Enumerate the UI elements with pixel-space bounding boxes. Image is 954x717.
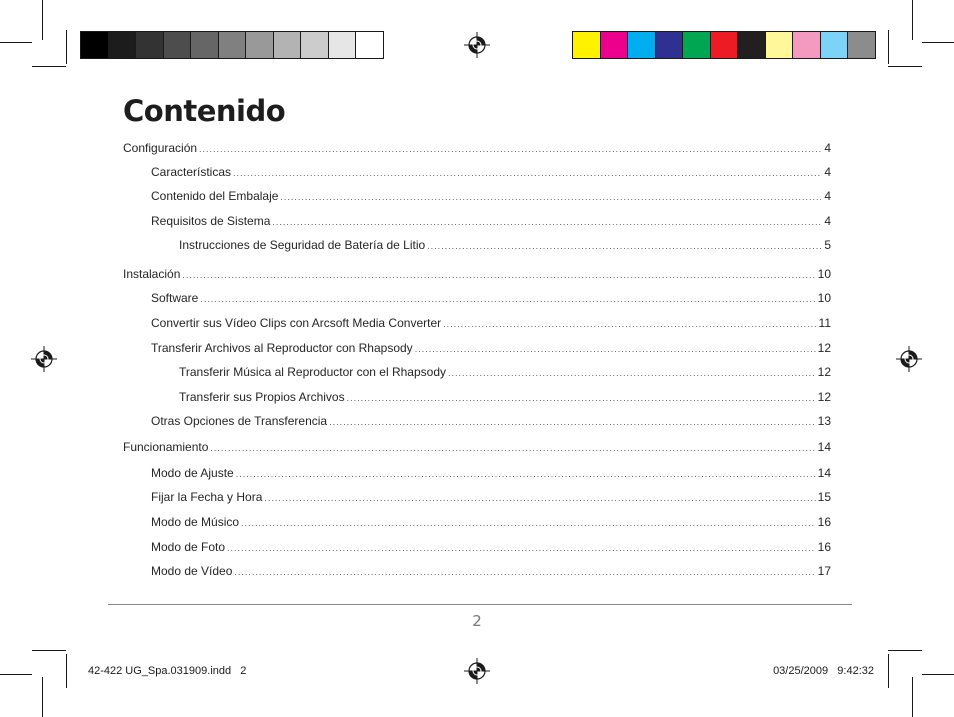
toc-entry-label: Software bbox=[151, 291, 199, 305]
toc-entry-page: 4 bbox=[824, 141, 831, 155]
crop-mark bbox=[66, 654, 67, 688]
toc-entry[interactable] bbox=[179, 365, 831, 380]
toc-entry-label: Modo de Vídeo bbox=[151, 564, 233, 578]
toc-entry[interactable] bbox=[151, 540, 831, 555]
toc-entry-page: 14 bbox=[817, 466, 831, 480]
crop-mark bbox=[922, 674, 954, 675]
toc-entry-label: Transferir sus Propios Archivos bbox=[179, 390, 345, 404]
toc-leader-dots bbox=[236, 467, 816, 481]
crop-mark bbox=[0, 674, 32, 675]
toc-leader-dots bbox=[427, 239, 821, 253]
toc-leader-dots bbox=[443, 317, 816, 331]
toc-entry[interactable] bbox=[151, 414, 831, 429]
toc-entry-page: 12 bbox=[817, 365, 831, 379]
page-number: 2 bbox=[472, 612, 482, 630]
toc-leader-dots bbox=[448, 366, 816, 380]
toc-entry[interactable] bbox=[151, 515, 831, 530]
toc-leader-dots bbox=[182, 268, 815, 282]
gray-swatch bbox=[81, 32, 108, 58]
toc-entry-page: 13 bbox=[817, 414, 831, 428]
toc-entry[interactable] bbox=[123, 267, 831, 282]
grayscale-color-bar bbox=[80, 31, 384, 59]
toc-entry[interactable] bbox=[151, 490, 831, 505]
toc-entry-label: Contenido del Embalaje bbox=[151, 189, 279, 203]
toc-leader-dots bbox=[210, 441, 815, 455]
toc-entry[interactable] bbox=[151, 189, 831, 204]
toc-entry-page: 17 bbox=[817, 564, 831, 578]
toc-entry-label: Modo de Ajuste bbox=[151, 466, 234, 480]
toc-entry-label: Configuración bbox=[123, 141, 198, 155]
toc-leader-dots bbox=[234, 565, 815, 579]
toc-entry-label: Convertir sus Vídeo Clips con Arcsoft Media Converter bbox=[151, 316, 442, 330]
toc-leader-dots bbox=[200, 292, 815, 306]
slug-date-time: 03/25/2009 9:42:32 bbox=[773, 665, 874, 677]
toc-leader-dots bbox=[227, 541, 816, 555]
toc-entry-page: 12 bbox=[817, 341, 831, 355]
gray-swatch bbox=[273, 32, 301, 58]
color-swatch bbox=[682, 32, 710, 58]
toc-entry-label: Transferir Archivos al Reproductor con Rhapsody bbox=[151, 341, 413, 355]
toc-entry-page: 4 bbox=[824, 165, 831, 179]
toc-leader-dots bbox=[199, 142, 821, 156]
gray-swatch bbox=[135, 32, 163, 58]
gray-swatch bbox=[355, 32, 383, 58]
toc-entry-page: 15 bbox=[817, 490, 831, 504]
toc-entry[interactable] bbox=[123, 141, 831, 156]
crop-mark bbox=[888, 650, 922, 651]
toc-leader-dots bbox=[329, 415, 816, 429]
toc-entry[interactable] bbox=[151, 291, 831, 306]
toc-entry-page: 10 bbox=[817, 267, 831, 281]
process-color-bar bbox=[572, 31, 876, 59]
toc-leader-dots bbox=[272, 215, 821, 229]
toc-entry-label: Otras Opciones de Transferencia bbox=[151, 414, 328, 428]
toc-entry-label: Instrucciones de Seguridad de Batería de Litio bbox=[179, 238, 426, 252]
toc-leader-dots bbox=[280, 190, 821, 204]
crop-mark bbox=[888, 66, 922, 67]
toc-entry[interactable] bbox=[179, 238, 831, 253]
toc-entry-page: 16 bbox=[817, 515, 831, 529]
toc-entry[interactable] bbox=[179, 390, 831, 405]
color-swatch bbox=[792, 32, 820, 58]
toc-entry[interactable] bbox=[151, 564, 831, 579]
toc-entry-page: 12 bbox=[817, 390, 831, 404]
toc-leader-dots bbox=[233, 166, 821, 180]
gray-swatch bbox=[218, 32, 246, 58]
toc-entry-page: 10 bbox=[817, 291, 831, 305]
color-swatch bbox=[737, 32, 765, 58]
toc-leader-dots bbox=[264, 491, 815, 505]
color-swatch bbox=[573, 32, 600, 58]
toc-entry-page: 11 bbox=[818, 316, 831, 330]
color-swatch bbox=[627, 32, 655, 58]
crop-mark bbox=[32, 66, 66, 67]
registration-target-icon bbox=[464, 32, 490, 58]
crop-mark bbox=[912, 0, 913, 40]
footer-divider bbox=[108, 604, 852, 605]
toc-entry[interactable] bbox=[123, 440, 831, 455]
color-swatch bbox=[600, 32, 628, 58]
crop-mark bbox=[32, 650, 66, 651]
crop-mark bbox=[66, 30, 67, 64]
toc-entry[interactable] bbox=[151, 165, 831, 180]
registration-target-icon bbox=[464, 658, 490, 684]
gray-swatch bbox=[108, 32, 136, 58]
color-swatch bbox=[820, 32, 848, 58]
toc-entry-page: 4 bbox=[824, 189, 831, 203]
registration-target-icon bbox=[31, 346, 57, 372]
toc-leader-dots bbox=[241, 516, 816, 530]
toc-leader-dots bbox=[415, 342, 816, 356]
color-swatch bbox=[710, 32, 738, 58]
toc-entry-label: Funcionamiento bbox=[123, 440, 209, 454]
color-swatch bbox=[765, 32, 793, 58]
slug-file-name: 42-422 UG_Spa.031909.indd 2 bbox=[88, 665, 247, 677]
gray-swatch bbox=[300, 32, 328, 58]
toc-entry-label: Modo de Músico bbox=[151, 515, 240, 529]
gray-swatch bbox=[163, 32, 191, 58]
gray-swatch bbox=[190, 32, 218, 58]
color-swatch bbox=[847, 32, 875, 58]
crop-mark bbox=[42, 0, 43, 40]
toc-leader-dots bbox=[347, 391, 816, 405]
gray-swatch bbox=[245, 32, 273, 58]
gray-swatch bbox=[328, 32, 356, 58]
registration-target-icon bbox=[896, 346, 922, 372]
toc-entry-label: Requisitos de Sistema bbox=[151, 214, 271, 228]
crop-mark bbox=[0, 42, 32, 43]
toc-entry-label: Modo de Foto bbox=[151, 540, 226, 554]
page-title: Contenido bbox=[123, 94, 286, 128]
toc-entry-page: 14 bbox=[817, 440, 831, 454]
toc-entry[interactable] bbox=[151, 466, 831, 481]
toc-entry-label: Fijar la Fecha y Hora bbox=[151, 490, 263, 504]
toc-entry[interactable] bbox=[151, 214, 831, 229]
toc-entry[interactable] bbox=[151, 316, 831, 331]
crop-mark bbox=[42, 677, 43, 717]
crop-mark bbox=[888, 654, 889, 688]
toc-entry-page: 16 bbox=[817, 540, 831, 554]
color-swatch bbox=[655, 32, 683, 58]
toc-entry[interactable] bbox=[151, 341, 831, 356]
toc-entry-page: 5 bbox=[824, 238, 831, 252]
toc-entry-label: Instalación bbox=[123, 267, 181, 281]
toc-entry-page: 4 bbox=[824, 214, 831, 228]
toc-entry-label: Características bbox=[151, 165, 232, 179]
crop-mark bbox=[912, 677, 913, 717]
crop-mark bbox=[888, 30, 889, 64]
toc-entry-label: Transferir Música al Reproductor con el Rhapsody bbox=[179, 365, 447, 379]
crop-mark bbox=[922, 42, 954, 43]
